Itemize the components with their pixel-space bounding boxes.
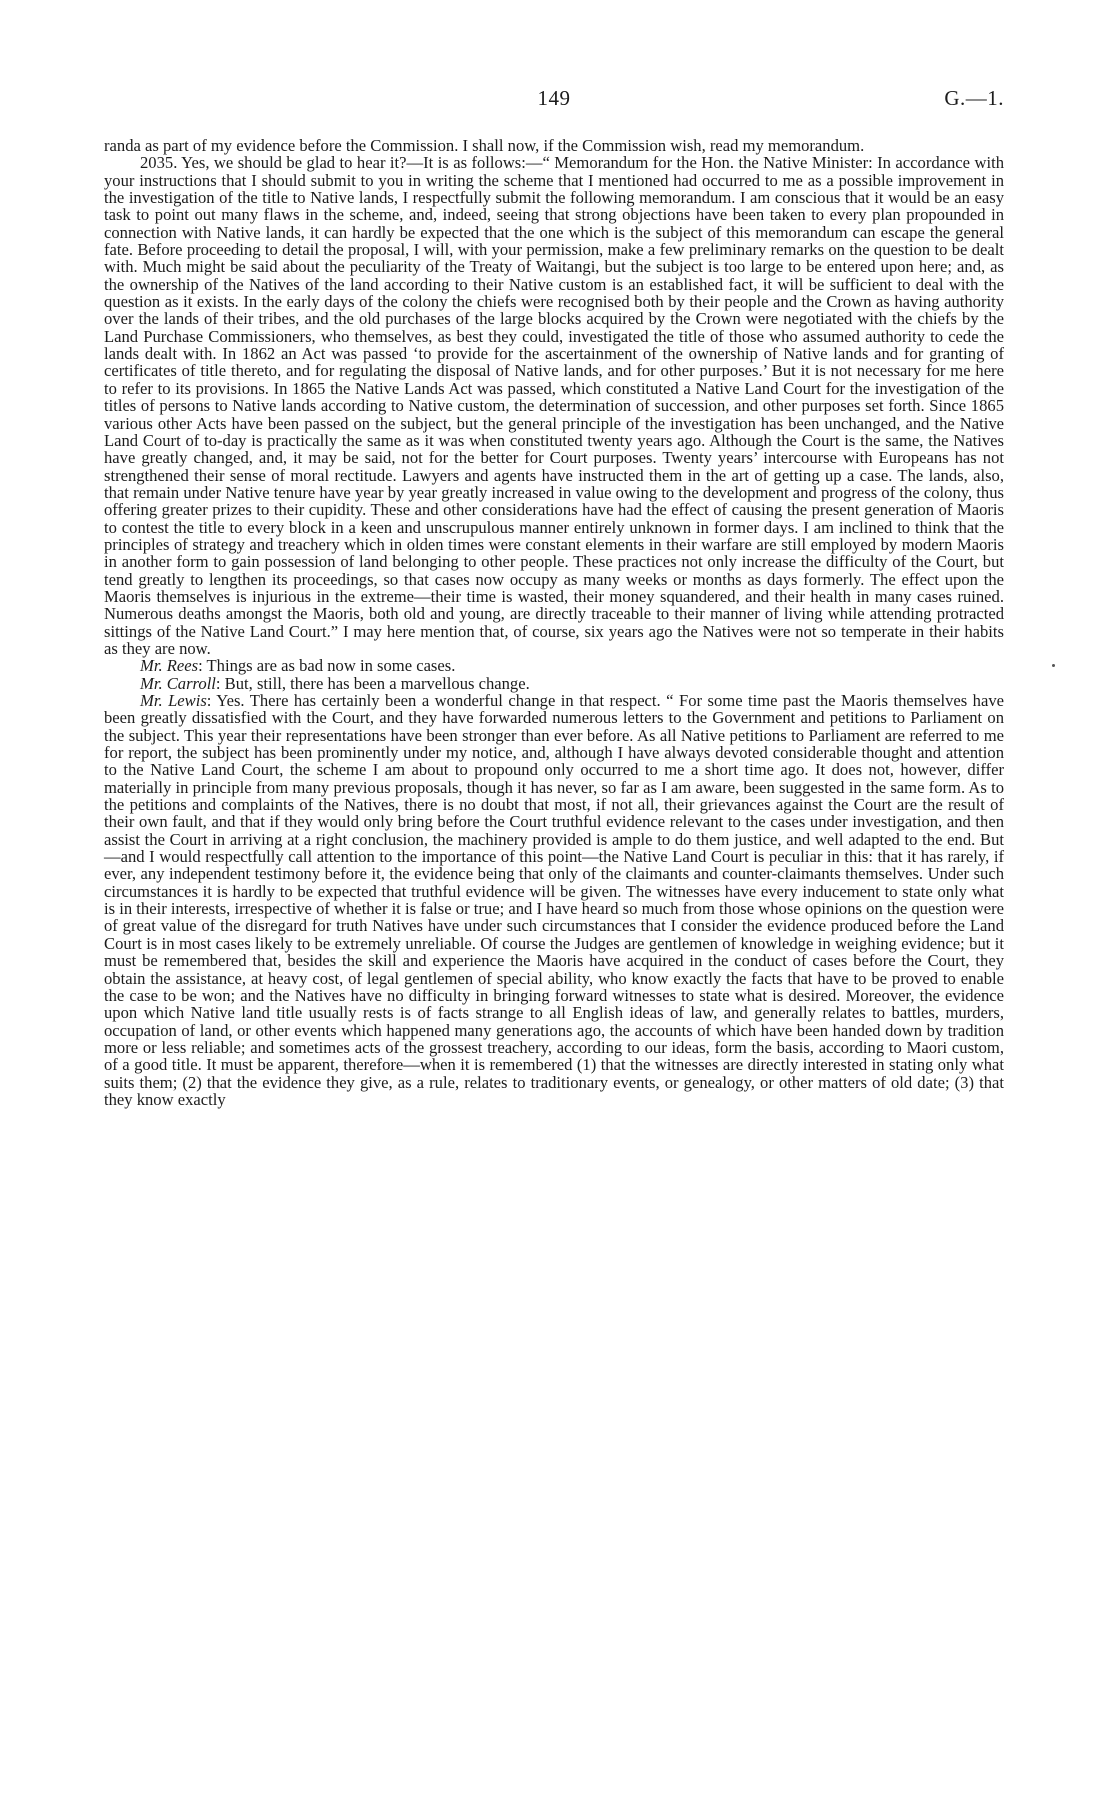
speaker-remark: : Things are as bad now in some cases.	[198, 656, 456, 676]
page-number: 149	[537, 86, 571, 110]
body-text	[104, 137, 1004, 1108]
paragraph-question-2035: 2035. Yes, we should be glad to hear it?—It is as follows:—“ Memorandum for the Hon. the Native Minister: In accordance with your instructions that I should submit to you in writing the scheme that I mentioned had occurred to me as a possible improvement in the investigation of the title to Native lands, I respectfully submit the following memorandum. I am conscious that it would be an easy task to point out many flaws in the scheme, and, indeed, seeing that strong objections have been taken to every plan propounded in connection with Native lands, it can hardly be expected that the one which is the subject of this memorandum can escape the general fate. Before proceeding to detail the proposal, I will, with your permission, make a few preliminary remarks on the question to be dealt with. Much might be said about the peculiarity of the Treaty of Waitangi, but the subject is too large to be entered upon here; and, as the ownership of the Natives of the land according to their Native custom is an established fact, it will be sufficient to deal with the question as it exists. In the early days of the colony the chiefs were recognised both by their people and the Crown as having authority over the lands of their tribes, and the old purchases of the large blocks acquired by the Crown were negotiated with the chiefs by the Land Purchase Commissioners, who themselves, as best they could, investigated the title of those who assumed authority to cede the lands dealt with. In 1862 an Act was passed ‘to provide for the ascertainment of the ownership of Native lands and for granting of certificates of title thereto, and for regulating the disposal of Native lands, and for other purposes.’ But it is not necessary for me here to refer to its provisions. In 1865 the Native Lands Act was passed, which constituted a Native Land Court for the investigation of the titles of persons to Native lands according to Native custom, the determination of succession, and other purposes set forth. Since 1865 various other Acts have been passed on the subject, but the general principle of the investigation has been unchanged, and the Native Land Court of to-day is practically the same as it was when constituted twenty years ago. Although the Court is the same, the Natives have greatly changed, and, it may be said, not for the better for Court purposes. Twenty years’ intercourse with Europeans has not strengthened their sense of moral rectitude. Lawyers and agents have instructed them in the art of getting up a case. The lands, also, that remain under Native tenure have year by year greatly increased in value owing to the development and progress of the colony, thus offering greater prizes to their cupidity. These and other considerations have had the effect of causing the present generation of Maoris to contest the title to every block in a keen and unscrupulous manner entirely unknown in former days. I am inclined to think that the principles of strategy and treachery which in olden times were constant elements in their warfare are still employed by modern Maoris in another form to gain possession of land belonging to other people. These practices not only increase the difficulty of the Court, but tend greatly to lengthen its proceedings, so that cases now occupy as many weeks or months as days formerly. The effect upon the Maoris themselves is injurious in the extreme—their time is wasted, their money squandered, and their health in many cases ruined. Numerous deaths amongst the Maoris, both old and young, are directly traceable to their manner of living while attending protracted sittings of the Native Land Court.” I may here mention that, of course, six years ago the Natives were not so temperate in their habits as they are now.	[104, 153, 1004, 658]
speaker-name: Mr. Carroll	[140, 673, 216, 693]
page-header	[104, 86, 1004, 116]
paragraph-continuation: randa as part of my evidence before the Commission. I shall now, if the Commission wish, read my memorandum.	[104, 136, 865, 155]
paragraph-carroll	[104, 675, 1004, 692]
paragraph-rees	[104, 657, 1004, 674]
speaker-remark: : But, still, there has been a marvellous change.	[215, 673, 530, 693]
speaker-name: Mr. Lewis	[140, 691, 207, 710]
speaker-remark: : Yes. There has certainly been a wonderful change in that respect. “ For some time past the Maoris themselves have been greatly dissatisfied with the Court, and they have forwarded numerous letters to the Government and petitions to Parliament on the subject. This year their representations have been stronger than ever before. As all Native petitions to Parliament are referred to me for report, the subject has been prominently under my notice, and, although I have always devoted considerable thought and attention to the Native Land Court, the scheme I am about to propound only occurred to me a short time ago. It does not, however, differ materially in principle from many previous proposals, though it has never, so far as I am aware, been suggested in the same form. As to the petitions and complaints of the Natives, there is no doubt that most, if not all, their grievances against the Court are the result of their own fault, and that if they would only bring before the Court truthful evidence relevant to the cases under investigation, and then assist the Court in arriving at a right conclusion, the machinery provided is ample to do them justice, and well adapted to the end. But—and I would respectfully call attention to the importance of this point—the Native Land Court is peculiar in this: that it has rarely, if ever, any independent testimony before it, the evidence being that only of the claimants and counter-claimants themselves. Under such circumstances it is hardly to be expected that truthful evidence will be given. The witnesses have every inducement to state only what is in their interests, irrespective of whether it is false or true; and I have heard so much from those whose opinions on the question were of great value of the disregard for truth Natives have under such circumstances that I consider the evidence produced before the Land Court is in most cases likely to be extremely unreliable. Of course the Judges are gentlemen of knowledge in weighing evidence; but it must be remembered that, besides the skill and experience the Maoris have acquired in the conduct of cases before the Court, they obtain the assistance, at heavy cost, of legal gentlemen of special ability, who know exactly the facts that have to be proved to enable the case to be won; and the Natives have no difficulty in bringing forward witnesses to state what is desired. Moreover, the evidence upon which Native land title usually rests is of facts strange to all English ideas of law, and generally relates to battles, murders, occupation of land, or other events which happened many generations ago, the accounts of which have been handed down by tradition more or less reliable; and sometimes acts of the grossest treachery, according to our ideas, form the basis, according to Maori custom, of a good title. It must be apparent, therefore—when it is remembered (1) that the witnesses are directly interested in stating only what suits them; (2) that the evidence they give, as a rule, relates to traditionary events, or genealogy, or other matters of old date; (3) that they know exactly	[104, 691, 1004, 1109]
margin-speck	[1052, 664, 1055, 667]
speaker-name: Mr. Rees	[140, 656, 199, 676]
sheet-reference: G.—1.	[944, 86, 1004, 110]
paragraph-lewis	[104, 692, 1004, 1108]
